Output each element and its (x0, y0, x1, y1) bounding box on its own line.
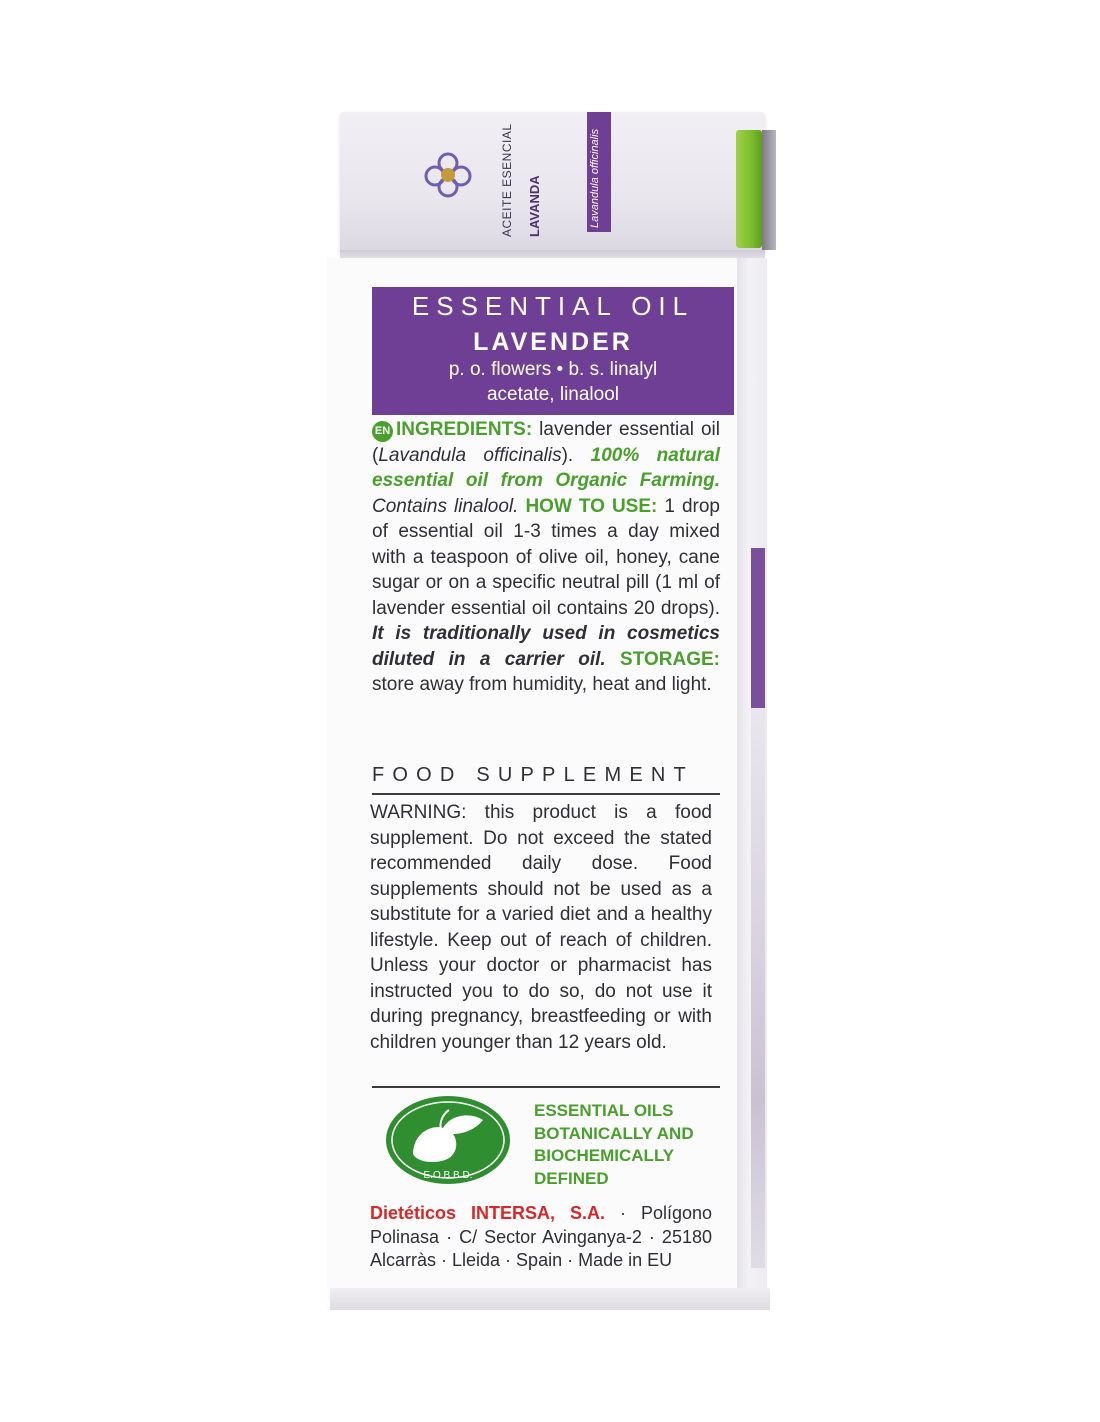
organic-claim: 100% natural essential oil from Organic Farming. (372, 444, 720, 491)
company-info (370, 1202, 712, 1273)
company-address: · Polígono Polinasa · C/ Sector Avinganya-2 · 25180 Alcarràs · Lleida · Spain · Made in EU (370, 1203, 713, 1270)
divider-top (372, 793, 720, 795)
storage-text: store away from humidity, heat and light. (372, 674, 712, 695)
cosmetics-note: It is traditionally used in cosmetics diluted in a carrier oil. (372, 623, 720, 670)
ingredients-label: INGREDIENTS: (396, 419, 533, 440)
flap-latin-name: Lavandula officinalis (589, 128, 601, 228)
ingredients-text-2: ). (561, 444, 591, 466)
en-language-badge: EN (372, 421, 393, 442)
company-name: Dietéticos INTERSA, S.A. (370, 1203, 605, 1223)
contains-linalool: Contains linalool. (372, 495, 526, 517)
flap-label-line1: ACEITE ESENCIAL (500, 123, 514, 237)
flap-label-line2: LAVANDA (527, 175, 542, 237)
ingredients-text-1: lavender essential oil ( (372, 419, 720, 466)
edge-lavender-image (751, 708, 765, 1268)
how-to-use-label: HOW TO USE: (525, 495, 658, 517)
seal-caption (534, 1100, 714, 1190)
how-to-use-text: 1 drop of essential oil 1-3 times a day mixed with a teaspoon of olive oil, honey, cane sugar or on a specific neutral pill (1 ml of lavender essential oil contains 20 drops). (372, 495, 720, 619)
flower-logo-icon (418, 150, 478, 200)
seal-logo-text: E.O.B.B.D. (423, 1170, 473, 1181)
header-product: LAVENDER (473, 328, 633, 356)
storage-label: STORAGE: (605, 648, 720, 670)
header-subtitle-line1: p. o. flowers • b. s. linalyl (448, 359, 658, 380)
product-header (372, 287, 734, 415)
divider-bottom (372, 1086, 720, 1088)
edge-violet-band (751, 548, 765, 708)
seal-line4: DEFINED (534, 1168, 609, 1188)
box-right-edge (737, 258, 767, 1308)
header-title: ESSENTIAL OIL (411, 291, 695, 321)
seal-line1: ESSENTIAL OILS (534, 1101, 674, 1120)
food-supplement-title: FOOD SUPPLEMENT (372, 764, 694, 786)
box-top-flap (340, 112, 765, 254)
header-subtitle (372, 357, 734, 407)
green-band (736, 130, 762, 248)
box-shadow-edge (762, 130, 776, 250)
header-subtitle-line2: acetate, linalool (486, 384, 620, 405)
warning-text: WARNING: this product is a food supplement. Do not exceed the stated recommended daily dose. Food supplements should not be used as a substitute for a varied diet and a healthy lifestyle. Keep out of reach of children. Unless your doctor or pharmacist has instructed you to do so, do not use it during pregnancy, breastfeeding or with children younger than 12 years old. (370, 802, 712, 1053)
seal-line2: BOTANICALLY AND (534, 1123, 694, 1143)
ingredients-latin: Lavandula officinalis (378, 444, 562, 466)
box-bottom-edge (330, 1288, 770, 1310)
eobbd-seal-icon (383, 1094, 513, 1186)
seal-line3: BIOCHEMICALLY (534, 1146, 675, 1165)
ingredients-text (372, 417, 720, 698)
